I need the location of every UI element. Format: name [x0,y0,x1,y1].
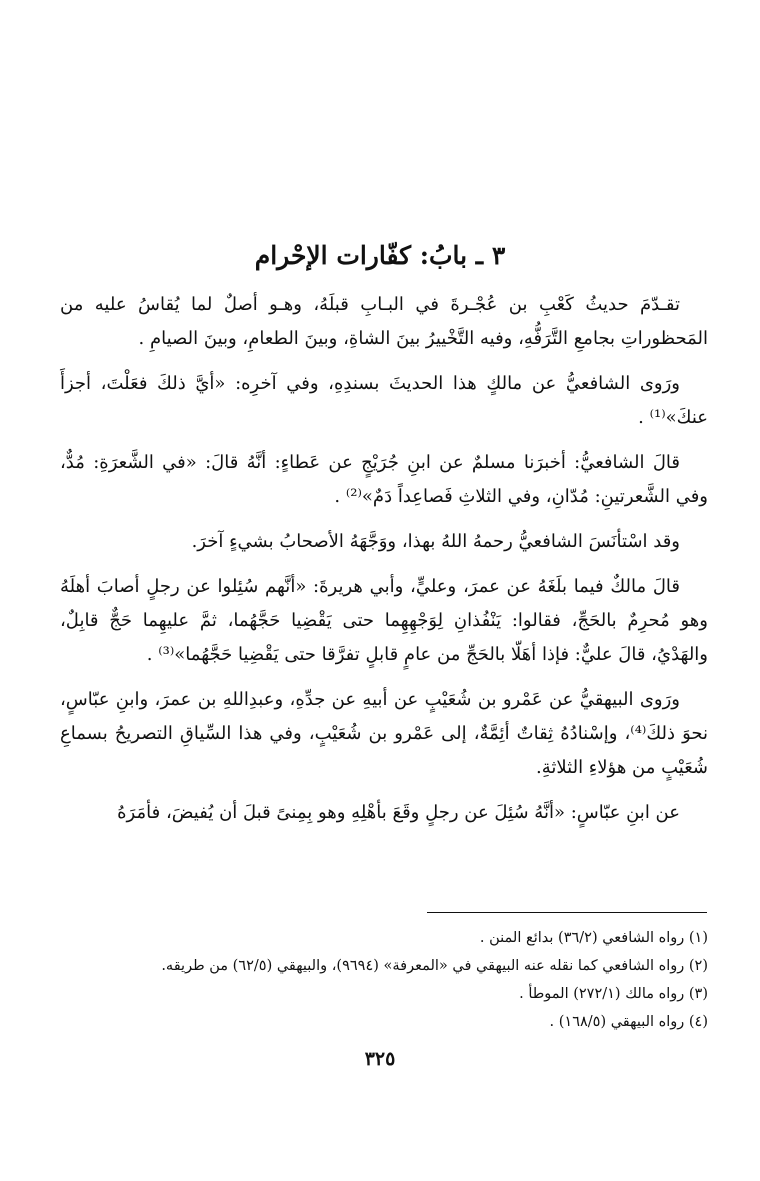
chapter-title: ٣ ـ بابُ: كفّارات الإحْرام [254,241,506,270]
paragraph: قالَ مالكٌ فيما بلَغَهُ عن عمرَ، وعليٍّ، وأبي هريرةَ: «أنَّهم سُئِلوا عن رجلٍ أصابَ أهلَهُ وهو مُحرِمٌ بالحَجِّ، فقالوا: يَنْفُذانِ لِوَجْهِهِما حتى يَقْضِيا حَجَّهُما، ثمَّ عليهِما حَجٌّ قابِلٌ، والهَدْيُ، قالَ عليٌّ: فإذا أهَلّا بالحَجِّ من عامٍ قابلٍ تفرَّقا حتى يَقْضِيا حَجَّهُما»⁽³⁾ . [60,576,708,665]
paragraph: ورَوى الشافعيُّ عن مالكٍ هذا الحديثَ بسندِهِ، وفي آخرِه: «أيَّ ذلكَ فعَلْتَ، أجزأَ عنكَ»⁽¹⁾ . [60,373,708,428]
paragraph: ورَوى البيهقيُّ عن عَمْرو بن شُعَيْبٍ عن أبيهِ عن جدِّهِ، وعبدِاللهِ بن عمرَ، وابنِ عبّاسٍ، نحوَ ذلكَ⁽⁴⁾، وإسْنادُهُ ثِقاتٌ أئِمَّةٌ، إلى عَمْرو بن شُعَيْبٍ، وفي هذا السِّياقِ التصريحُ بسماعِ شُعَيْبٍ من هؤلاءِ الثلاثةِ. [60,689,708,778]
paragraph: عن ابنِ عبّاسٍ: «أنَّهُ سُئِلَ عن رجلٍ وقَعَ بأهْلِهِ وهو بِمِنىً قبلَ أن يُفيضَ، فأمَرَهُ [117,802,680,823]
footnote: (٤) رواه البيهقي (١٦٨/٥) . [549,1014,708,1030]
footnote: (٣) رواه مالك (٢٧٢/١) الموطأ . [519,986,708,1002]
page-number: ٣٢٥ [364,1048,396,1070]
footnote-divider [427,912,707,913]
main-text [60,288,708,841]
footnote: (٢) رواه الشافعي كما نقله عنه البيهقي في «المعرفة» (٩٦٩٤)، والبيهقي (٦٢/٥) من طريقه. [161,958,708,974]
footnote: (١) رواه الشافعي (٣٦/٢) بدائع المنن . [479,930,708,946]
footnotes [60,924,708,1036]
paragraph: قالَ الشافعيُّ: أخبرَنا مسلمٌ عن ابنِ جُرَيْجٍ عن عَطاءٍ: أنَّهُ قالَ: «في الشَّعرَةِ: مُدٌّ، وفي الشَّعرتينِ: مُدّانِ، وفي الثلاثِ فَصاعِداً دَمٌ»⁽²⁾ . [60,452,708,507]
paragraph: تقـدّمَ حديثُ كَعْبِ بن عُجْـرةَ في البـابِ قبلَهُ، وهـو أصلٌ لما يُقاسُ عليه من المَحظوراتِ بجامعِ التَّرَفُّهِ، وفيه التَّخْييرُ بينَ الشاةِ، وبينَ الطعامِ، وبينَ الصيامِ . [60,294,708,349]
paragraph: وقد اسْتأنَسَ الشافعيُّ رحمهُ اللهُ بهذا، ووَجَّهَهُ الأصحابُ بشيءٍ آخرَ. [191,531,680,552]
